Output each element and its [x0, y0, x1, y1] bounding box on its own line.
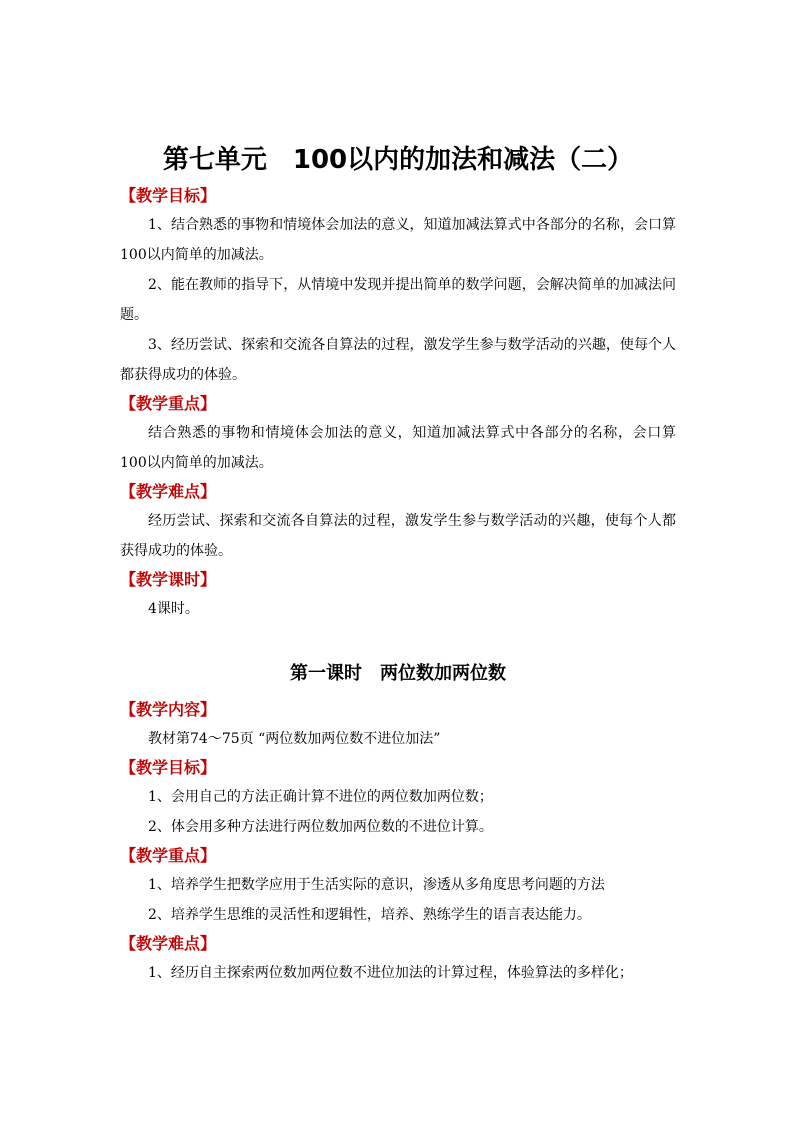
section-heading: 【教学课时】 — [120, 570, 217, 589]
section-heading: 【教学内容】 — [120, 700, 217, 719]
unit-section-periods — [120, 566, 676, 624]
section-heading: 【教学目标】 — [120, 186, 217, 205]
unit-section-difficulties — [120, 478, 676, 566]
paragraph: 1、结合熟悉的事物和情境体会加法的意义，知道加减法算式中各部分的名称，会口算100以内简单的加减法。 — [120, 217, 676, 263]
section-heading: 【教学难点】 — [120, 482, 217, 501]
paragraph: 1、培养学生把数学应用于生活实际的意识，渗透从多角度思考问题的方法 — [148, 877, 605, 893]
section-heading: 【教学难点】 — [120, 934, 217, 953]
lesson-section-key-points — [120, 842, 676, 930]
lesson-title: 第一课时 两位数加两位数 — [290, 663, 506, 684]
section-heading: 【教学重点】 — [120, 846, 217, 865]
paragraph: 1、会用自己的方法正确计算不进位的两位数加两位数； — [148, 789, 493, 805]
section-heading: 【教学重点】 — [120, 394, 217, 413]
paragraph: 经历尝试、探索和交流各自算法的过程，激发学生参与数学活动的兴趣，使每个人都获得成功的体验。 — [120, 513, 676, 559]
paragraph: 2、培养学生思维的灵活性和逻辑性，培养、熟练学生的语言表达能力。 — [148, 907, 591, 923]
paragraph: 2、能在教师的指导下，从情境中发现并提出简单的数学问题，会解决简单的加减法问题。 — [120, 277, 676, 323]
paragraph: 教材第74～75页 “两位数加两位数不进位加法” — [148, 731, 441, 747]
unit-section-objectives — [120, 182, 676, 390]
paragraph: 结合熟悉的事物和情境体会加法的意义，知道加减法算式中各部分的名称，会口算100以内简单的加减法。 — [120, 425, 676, 471]
lesson-section-difficulties — [120, 930, 676, 988]
unit-section-key-points — [120, 390, 676, 478]
document-content — [120, 138, 676, 988]
paragraph: 4课时。 — [148, 601, 199, 617]
paragraph: 3、经历尝试、探索和交流各自算法的过程，激发学生参与数学活动的兴趣，使每个人都获得成功的体验。 — [120, 337, 676, 383]
paragraph: 2、体会用多种方法进行两位数加两位数的不进位计算。 — [148, 819, 493, 835]
unit-title: 第七单元 100以内的加法和减法（二） — [162, 145, 634, 175]
section-heading: 【教学目标】 — [120, 758, 217, 777]
lesson-section-content — [120, 696, 676, 754]
lesson-section-objectives — [120, 754, 676, 842]
paragraph: 1、经历自主探索两位数加两位数不进位加法的计算过程，体验算法的多样化； — [148, 965, 633, 981]
